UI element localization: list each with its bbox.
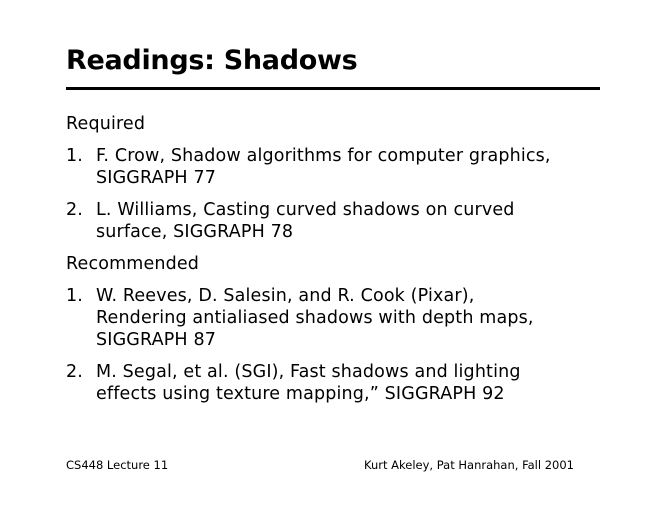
reading-text-line: Rendering antialiased shadows with depth maps, xyxy=(96,308,534,328)
reading-item xyxy=(66,145,600,189)
reading-item xyxy=(66,361,600,405)
reading-item xyxy=(66,199,600,243)
footer-course-label: CS448 Lecture 11 xyxy=(66,458,169,472)
reading-text-line: M. Segal, et al. (SGI), Fast shadows and lighting xyxy=(96,362,521,382)
reading-text-line: W. Reeves, D. Salesin, and R. Cook (Pixar), xyxy=(96,286,475,306)
reading-text-line: SIGGRAPH 87 xyxy=(96,330,217,350)
footer-authors: Kurt Akeley, Pat Hanrahan, Fall 2001 xyxy=(364,458,574,472)
reading-text-line: SIGGRAPH 77 xyxy=(96,168,217,188)
section-heading-required: Required xyxy=(66,114,146,134)
reading-item xyxy=(66,285,600,351)
reading-text-line: F. Crow, Shadow algorithms for computer graphics, xyxy=(96,146,551,166)
reading-text-line: surface, SIGGRAPH 78 xyxy=(96,222,294,242)
section-heading-recommended: Recommended xyxy=(66,254,200,274)
slide-body xyxy=(66,113,600,415)
reading-number: 1. xyxy=(66,146,83,166)
slide-title: Readings: Shadows xyxy=(66,45,358,76)
recommended-readings-list xyxy=(66,285,600,405)
reading-number: 1. xyxy=(66,286,83,306)
reading-text-line: L. Williams, Casting curved shadows on curved xyxy=(96,200,515,220)
reading-number: 2. xyxy=(66,362,83,382)
title-divider xyxy=(66,87,600,90)
reading-number: 2. xyxy=(66,200,83,220)
required-readings-list xyxy=(66,145,600,243)
reading-text-line: effects using texture mapping,” SIGGRAPH 92 xyxy=(96,384,505,404)
